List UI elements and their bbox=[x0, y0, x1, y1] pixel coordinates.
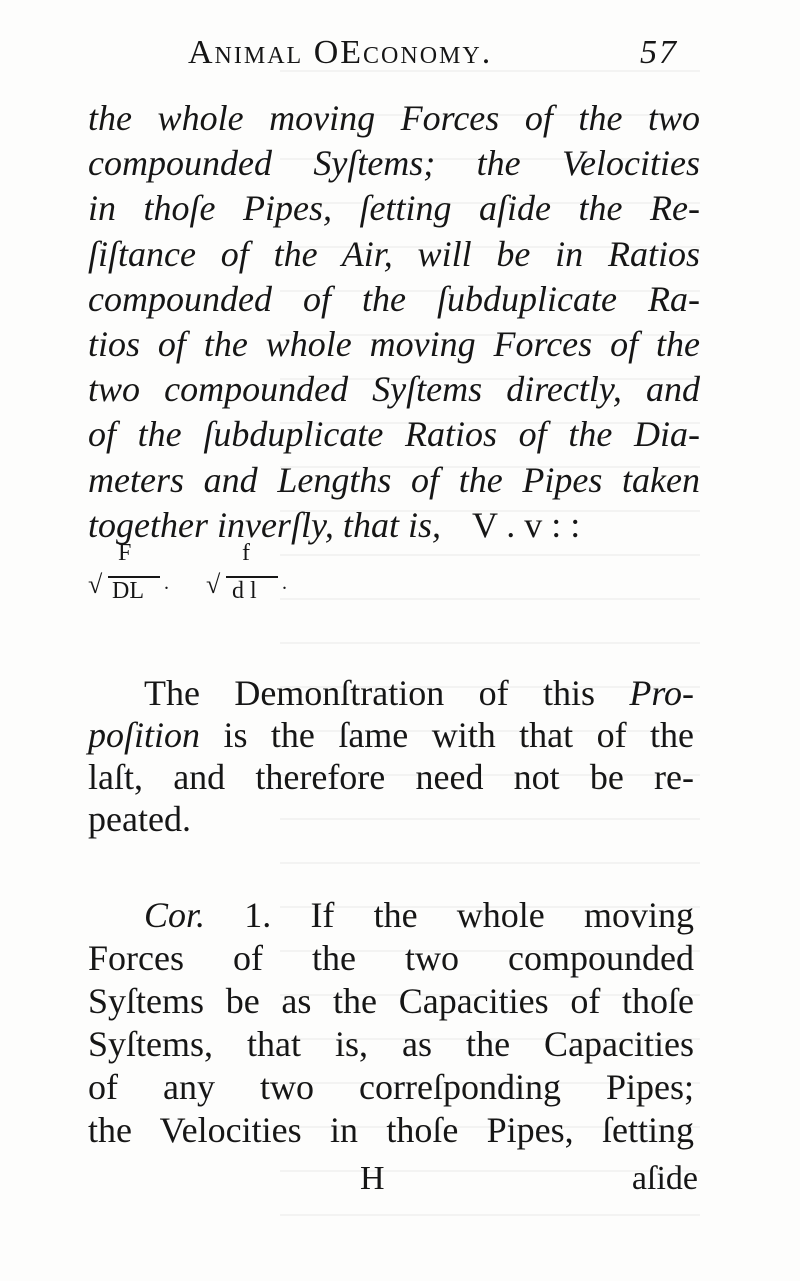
text-span-italic: poſition bbox=[88, 715, 201, 755]
text-line bbox=[88, 894, 694, 937]
text-line: peated. bbox=[88, 799, 191, 839]
text-line: two compounded Syſtems directly, and bbox=[88, 369, 700, 410]
root-sign: √ bbox=[88, 570, 103, 599]
separator: . bbox=[164, 572, 169, 594]
root-sign: √ bbox=[206, 570, 221, 599]
text-line: tios of the whole moving Forces of the bbox=[88, 323, 700, 364]
text-span: 1. If the whole moving bbox=[205, 895, 694, 935]
running-header bbox=[188, 34, 688, 78]
text-line: meters and Lengths of the Pipes taken bbox=[88, 459, 700, 500]
denominator: d l bbox=[232, 578, 257, 604]
corollary-paragraph bbox=[88, 894, 694, 1152]
denominator: DL bbox=[112, 578, 144, 604]
text-line: Syſtems be as the Capacities of thoſe bbox=[88, 981, 694, 1021]
text-line: compounded of the ſubduplicate Ra- bbox=[88, 278, 700, 319]
text-line: Forces of the two compounded bbox=[88, 938, 694, 978]
catchword: aſide bbox=[631, 1160, 698, 1197]
text-line: ſiſtance of the Air, will be in Ratios bbox=[88, 233, 700, 274]
formula-term-2 bbox=[206, 540, 306, 610]
proposition-text bbox=[88, 96, 700, 548]
text-line: compounded Syſtems; the Velocities bbox=[88, 143, 700, 184]
numerator: F bbox=[118, 540, 132, 566]
text-line bbox=[88, 672, 694, 714]
text-span-italic: Pro- bbox=[629, 673, 694, 713]
demonstration-paragraph bbox=[88, 672, 694, 840]
numerator: f bbox=[242, 540, 250, 566]
text-line bbox=[88, 714, 694, 756]
text-span: The Demonſtration of this bbox=[144, 673, 630, 713]
text-line: laſt, and therefore need not be re- bbox=[88, 757, 694, 797]
page-number: 57 bbox=[640, 34, 678, 71]
text-line: Syſtems, that is, as the Capacities bbox=[88, 1024, 694, 1064]
signature-mark: H bbox=[360, 1160, 385, 1197]
formula-term-1 bbox=[88, 540, 188, 610]
page-footer bbox=[88, 1160, 698, 1200]
text-line: the Velocities in thoſe Pipes, ſetting bbox=[88, 1110, 694, 1150]
text-line: of any two correſponding Pipes; bbox=[88, 1067, 694, 1107]
velocity-formula bbox=[88, 540, 348, 610]
corollary-label: Cor. bbox=[144, 895, 206, 935]
separator: . bbox=[282, 572, 287, 594]
text-line: of the ſubduplicate Ratios of the Dia- bbox=[88, 414, 700, 455]
text-span: is the ſame with that of the bbox=[200, 715, 694, 755]
text-line: the whole moving Forces of the two bbox=[88, 98, 700, 138]
text-line: in thoſe Pipes, ſetting aſide the Re- bbox=[88, 188, 700, 229]
formula-start: V . v : : bbox=[471, 504, 581, 545]
running-title: Animal OEconomy. bbox=[188, 34, 493, 71]
text-line: together inverſly, that is, bbox=[88, 504, 441, 545]
